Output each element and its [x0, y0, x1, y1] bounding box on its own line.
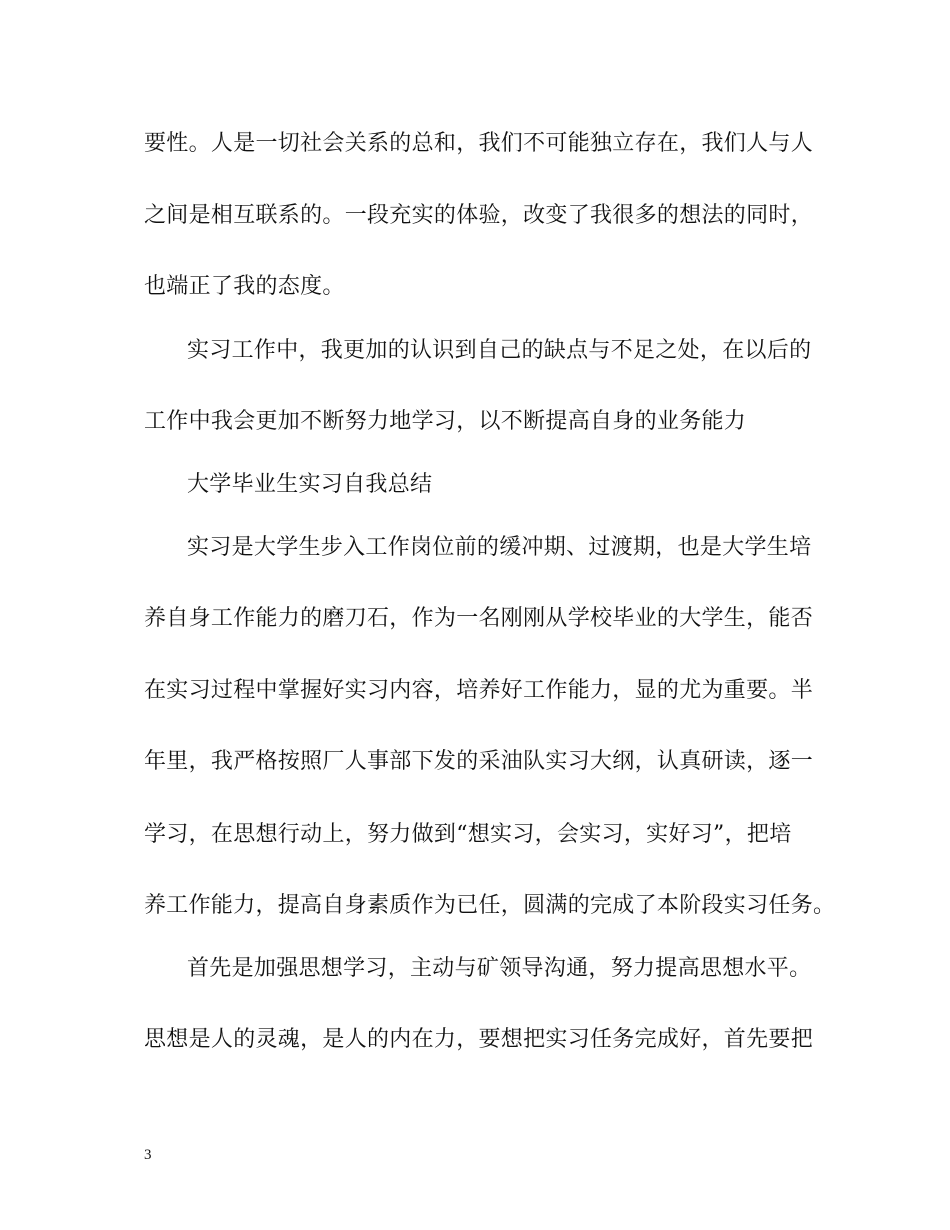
text-line: 之间是相互联系的。一段充实的体验，改变了我很多的想法的同时， — [144, 203, 814, 228]
text-line: 在实习过程中掌握好实习内容，培养好工作能力，显的尤为重要。半 — [144, 678, 814, 703]
page-number: 3 — [144, 1147, 152, 1163]
section-heading: 大学毕业生实习自我总结 — [187, 472, 433, 497]
paragraph-start-line: 首先是加强思想学习，主动与矿领导沟通，努力提高思想水平。 — [187, 956, 812, 981]
text-line: 也端正了我的态度。 — [144, 274, 345, 299]
paragraph-start-line: 实习是大学生步入工作岗位前的缓冲期、过渡期，也是大学生培 — [187, 535, 812, 560]
text-line: 学习，在思想行动上，努力做到“想实习，会实习，实好习”，把培 — [144, 822, 792, 847]
text-line: 养自身工作能力的磨刀石，作为一名刚刚从学校毕业的大学生，能否 — [144, 606, 814, 631]
text-line: 思想是人的灵魂，是人的内在力，要想把实习任务完成好，首先要把 — [144, 1027, 814, 1052]
text-line: 工作中我会更加不断努力地学习，以不断提高自身的业务能力 — [144, 409, 747, 434]
text-line: 年里，我严格按照厂人事部下发的采油队实习大纲，认真研读，逐一 — [144, 749, 814, 774]
text-line: 养工作能力，提高自身素质作为已任，圆满的完成了本阶段实习任务。 — [144, 893, 836, 918]
paragraph-start-line: 实习工作中，我更加的认识到自己的缺点与不足之处，在以后的 — [187, 338, 812, 363]
text-line: 要性。人是一切社会关系的总和，我们不可能独立存在，我们人与人 — [144, 131, 814, 156]
